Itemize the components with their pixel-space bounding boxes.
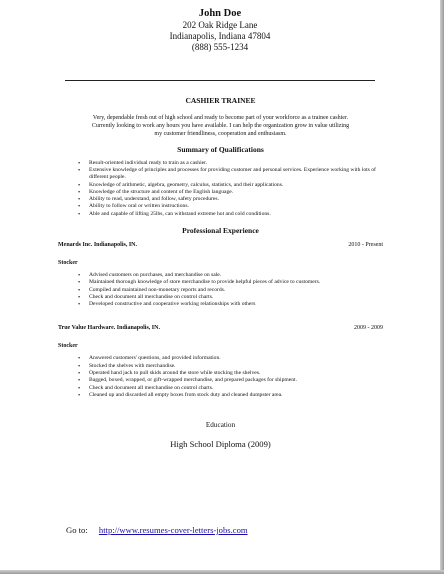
duty-text: Advised customers on purchases, and merchandise on sale. bbox=[89, 271, 222, 278]
objective-statement bbox=[58, 114, 383, 139]
job-company: True Value Hardware. Indianapolis, IN. bbox=[58, 325, 160, 332]
job-header bbox=[58, 241, 383, 250]
bullet-icon: • bbox=[78, 286, 81, 294]
summary-item bbox=[78, 211, 383, 218]
objective-line: Very, dependable fresh out of high school and ready to become part of your workforce as a trainee cashier. bbox=[92, 115, 349, 121]
bullet-icon: • bbox=[78, 362, 81, 370]
summary-heading: Summary of Qualifications bbox=[177, 144, 264, 154]
goto-label: Go to: bbox=[66, 525, 88, 535]
summary-item bbox=[78, 160, 383, 167]
experience-heading: Professional Experience bbox=[182, 225, 259, 235]
job-dates: 2009 - 2009 bbox=[354, 325, 383, 332]
summary-item-text: Result-oriented individual ready to train as a cashier. bbox=[89, 159, 208, 166]
summary-item bbox=[78, 167, 383, 182]
summary-item-text: Able and capable of lifting 25lbs, can withstand extreme hot and cold conditions. bbox=[89, 210, 271, 217]
resume-body bbox=[58, 96, 383, 449]
bullet-icon: • bbox=[78, 271, 81, 279]
bullet-icon: • bbox=[78, 391, 81, 399]
education-heading: Education bbox=[205, 421, 236, 430]
duty-text: Operated hand jack to pull skids around the store while stocking the shelves. bbox=[89, 370, 261, 377]
duty-text: Check and document all merchandise on control charts. bbox=[89, 293, 214, 300]
duty-item bbox=[78, 294, 383, 301]
bullet-icon: • bbox=[78, 196, 81, 204]
bullet-icon: • bbox=[78, 377, 81, 385]
bullet-icon: • bbox=[78, 301, 81, 309]
duty-item bbox=[78, 355, 383, 362]
duty-item bbox=[78, 301, 383, 308]
summary-item-text: Ability to read, understand, and follow, safety procedures. bbox=[89, 196, 219, 203]
job-entry-true-value bbox=[58, 324, 383, 399]
duty-text: Answered customers' questions, and provided information. bbox=[89, 355, 221, 362]
job-spacer bbox=[58, 308, 383, 320]
website-link[interactable]: http://www.resumes-cover-letters-jobs.com bbox=[98, 525, 248, 535]
objective-line: Currently looking to work any hours you have available. I can help the organization grow in value utilizing bbox=[91, 123, 350, 130]
duty-text: Bagged, boxed, wrapped, or gift-wrapped merchandise, and prepared packages for shipment. bbox=[89, 377, 297, 384]
page-frame-bottom-edge bbox=[0, 570, 444, 574]
job-duties-list bbox=[78, 272, 383, 308]
summary-list bbox=[78, 160, 383, 218]
bullet-icon: • bbox=[78, 370, 81, 378]
job-header bbox=[58, 324, 383, 333]
bullet-icon: • bbox=[78, 181, 81, 189]
bullet-icon: • bbox=[78, 384, 81, 392]
summary-item-text: Ability to follow oral or written instructions. bbox=[89, 203, 189, 210]
summary-item bbox=[78, 203, 383, 210]
bullet-icon: • bbox=[78, 166, 81, 174]
bullet-icon: • bbox=[78, 203, 81, 211]
applicant-name: John Doe bbox=[198, 8, 242, 19]
bullet-icon: • bbox=[78, 210, 81, 218]
city-state-zip: Indianapolis, Indiana 47804 bbox=[169, 31, 271, 41]
bullet-icon: • bbox=[78, 159, 81, 167]
duty-text: Developed constructive and cooperative working relationships with others bbox=[89, 301, 256, 308]
resume-title: CASHIER TRAINEE bbox=[185, 96, 256, 105]
job-title: Stocker bbox=[58, 343, 78, 350]
duty-item bbox=[78, 363, 383, 370]
duty-item bbox=[78, 287, 383, 294]
bullet-icon: • bbox=[78, 355, 81, 363]
resume-header bbox=[0, 8, 440, 53]
phone-number: (888) 555-1234 bbox=[191, 42, 249, 52]
bullet-icon: • bbox=[78, 188, 81, 196]
duty-text: Maintained thorough knowledge of store merchandise to provide helpful pieces of advice to customers. bbox=[89, 279, 321, 286]
job-duties-list bbox=[78, 355, 383, 399]
job-title: Stocker bbox=[58, 259, 78, 266]
page-frame-right-edge bbox=[440, 0, 444, 574]
duty-item bbox=[78, 392, 383, 399]
education-detail: High School Diploma (2009) bbox=[170, 439, 271, 450]
objective-line: my customer friendliness, cooperation and enthusiasm. bbox=[154, 131, 287, 138]
header-divider bbox=[65, 80, 375, 81]
job-entry-menards bbox=[58, 241, 383, 308]
goto-footer bbox=[66, 525, 248, 535]
summary-item bbox=[78, 182, 383, 189]
job-dates: 2010 - Present bbox=[348, 241, 383, 248]
duty-text: Check and document all merchandise on control charts. bbox=[89, 384, 214, 391]
summary-item-text: Knowledge of the structure and content of the English language. bbox=[89, 188, 234, 195]
duty-item bbox=[78, 279, 383, 286]
bullet-icon: • bbox=[78, 293, 81, 301]
duty-item bbox=[78, 377, 383, 384]
summary-item-text: Knowledge of arithmetic, algebra, geometry, calculus, statistics, and their applications. bbox=[89, 181, 284, 188]
bullet-icon: • bbox=[78, 279, 81, 287]
job-company: Menards Inc. Indianapolis, IN. bbox=[58, 241, 138, 248]
duty-text: Cleaned up and discarded all empty boxes from stock duty and cleaned dumpster area. bbox=[89, 391, 283, 398]
duty-text: Compiled and maintained non-monetary reports and records. bbox=[89, 286, 226, 293]
street-address: 202 Oak Ridge Lane bbox=[182, 20, 258, 30]
summary-item-text: Extensive knowledge of principles and processes for providing customer and personal services. Experience working with lots of different people. bbox=[89, 166, 376, 181]
duty-text: Stocked the shelves with merchandise. bbox=[89, 362, 176, 369]
summary-item bbox=[78, 189, 383, 196]
duty-item bbox=[78, 385, 383, 392]
